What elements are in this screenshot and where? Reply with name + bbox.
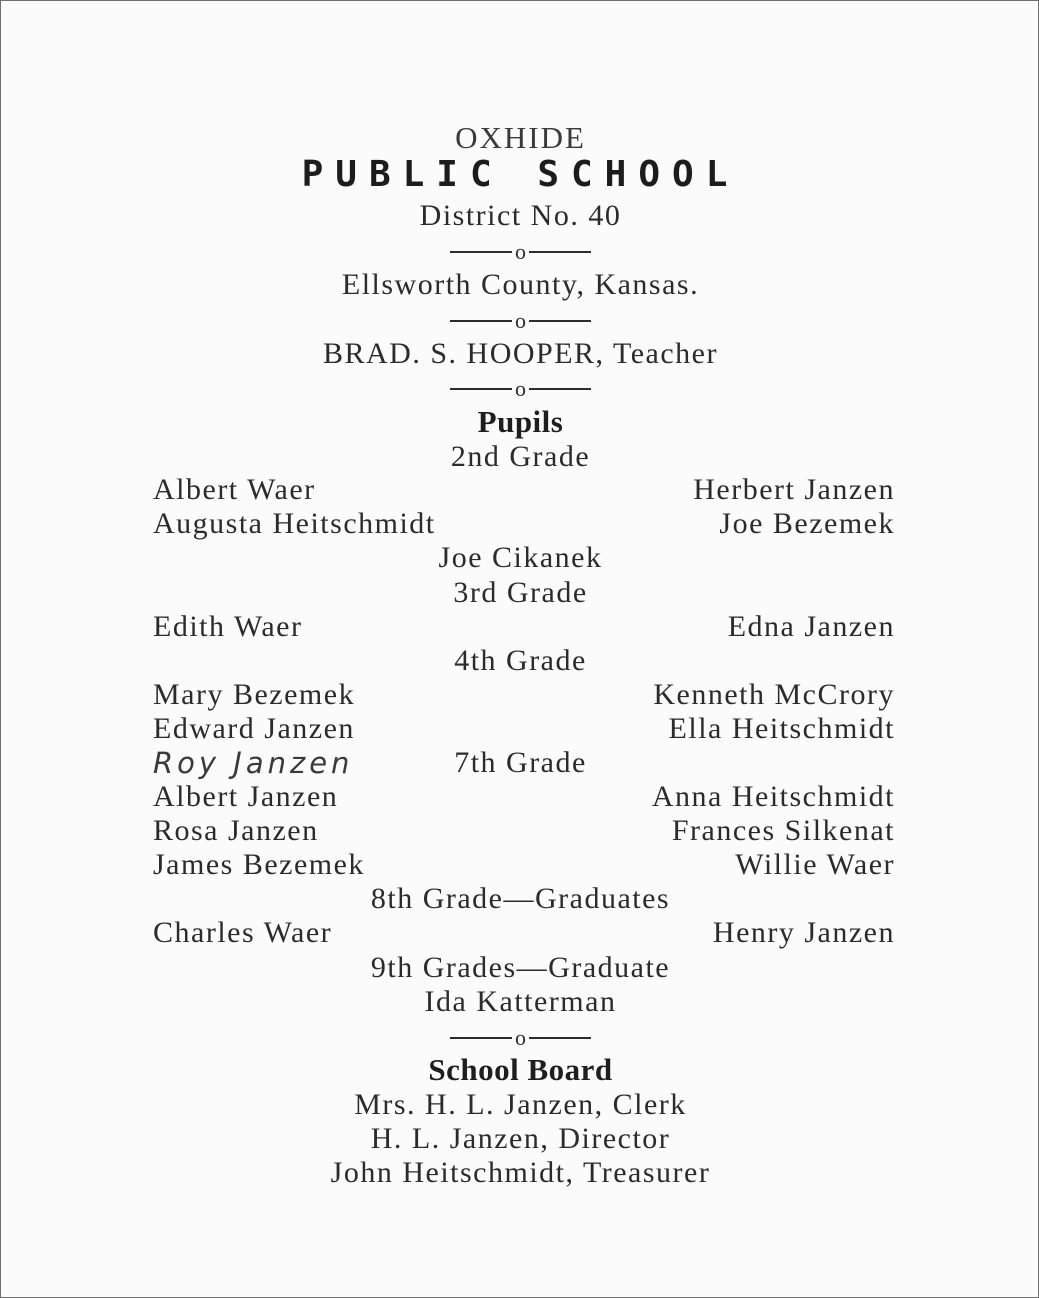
pupil-name: Augusta Heitschmidt [153,507,436,540]
board-clerk: Mrs. H. L. Janzen, Clerk [354,1088,687,1121]
pupil-name: Kenneth McCrory [653,678,895,711]
divider-4: o [1,1028,1039,1048]
pupil-name: Willie Waer [735,848,895,881]
pupil-name: Albert Janzen [153,780,339,813]
pupil-name: James Bezemek [153,848,365,881]
grade-7-label: 7th Grade [454,746,587,779]
pupil-name: Albert Waer [153,473,316,506]
pupil-name: Henry Janzen [712,916,895,949]
pupils-heading: Pupils [477,404,564,439]
pupil-name: Joe Cikanek [438,541,603,574]
town-name: OXHIDE [455,120,586,155]
school-title: PUBLIC SCHOOL [301,154,740,195]
county-line: Ellsworth County, Kansas. [341,268,700,301]
divider-3: o [1,379,1039,399]
pupil-name: Herbert Janzen [693,473,895,506]
school-board-heading: School Board [428,1052,613,1087]
pupil-name: Charles Waer [153,916,333,949]
pupil-name: Frances Silkenat [671,814,895,847]
pupil-name: Edna Janzen [727,610,895,643]
pupil-name: Edith Waer [153,610,303,643]
pupil-name: Anna Heitschmidt [651,780,895,813]
grade-4-label: 4th Grade [454,644,587,677]
pupil-name: Rosa Janzen [153,814,319,847]
handwritten-pupil-name: Roy Janzen [153,746,354,780]
pupil-name: Edward Janzen [153,712,355,745]
teacher-line: BRAD. S. HOOPER, Teacher [323,337,718,370]
grade-8-label: 8th Grade—Graduates [370,882,671,915]
divider-2: o [1,311,1039,331]
grade-2-label: 2nd Grade [450,440,591,473]
grade-9-label: 9th Grades—Graduate [370,951,671,984]
pupil-name: Ida Katterman [424,985,617,1018]
pupil-name: Mary Bezemek [153,678,356,711]
pupil-name: Joe Bezemek [719,507,895,540]
divider-1: o [1,242,1039,262]
board-treasurer: John Heitschmidt, Treasurer [330,1156,711,1189]
board-director: H. L. Janzen, Director [370,1122,671,1155]
pupil-name: Ella Heitschmidt [668,712,895,745]
district-line: District No. 40 [419,199,622,232]
grade-3-label: 3rd Grade [453,576,588,609]
